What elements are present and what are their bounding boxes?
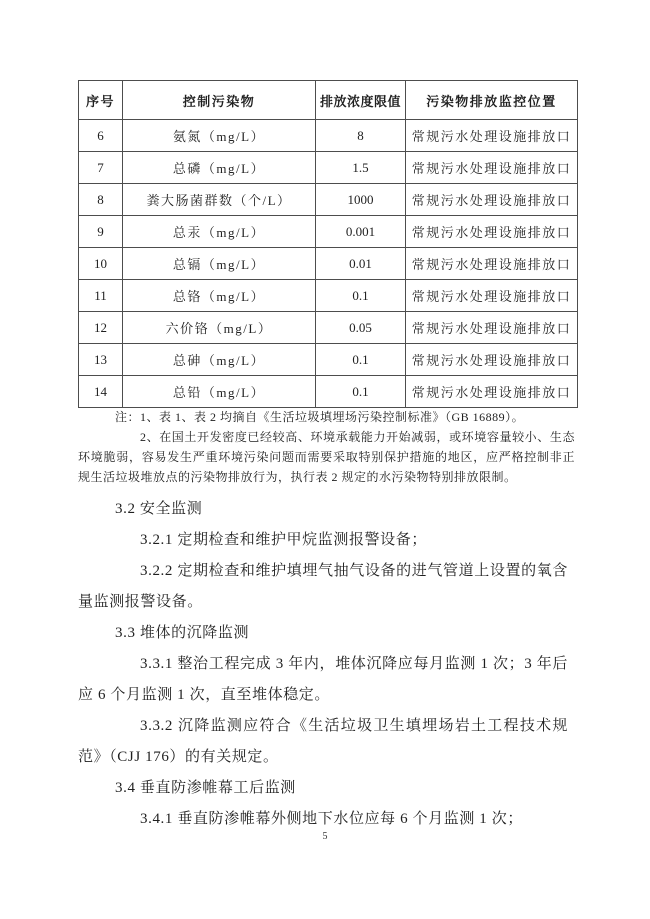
table-row (79, 120, 578, 152)
section-heading-3-2: 3.2 安全监测 (115, 501, 203, 517)
table-cell: 六价铬（mg/L） (123, 312, 316, 344)
table-cell: 8 (79, 184, 123, 216)
table-cell: 总铅（mg/L） (123, 376, 316, 408)
table-cell: 13 (79, 344, 123, 376)
page-number: 5 (322, 831, 328, 842)
table-cell: 常规污水处理设施排放口 (406, 376, 578, 408)
table-cell: 常规污水处理设施排放口 (406, 280, 578, 312)
table-cell: 常规污水处理设施排放口 (406, 152, 578, 184)
clause-3-3-2: 3.3.2 沉降监测应符合《生活垃圾卫生填埋场岩土工程技术规范》（CJJ 176）的有关规定。 (78, 718, 568, 765)
table-cell: 总砷（mg/L） (123, 344, 316, 376)
table-cell: 常规污水处理设施排放口 (406, 344, 578, 376)
table-cell: 1000 (316, 184, 406, 216)
table-cell: 11 (79, 280, 123, 312)
table-cell: 常规污水处理设施排放口 (406, 248, 578, 280)
table-cell: 9 (79, 216, 123, 248)
table-cell: 7 (79, 152, 123, 184)
header-cell-pollutant: 控制污染物 (123, 81, 316, 120)
table-cell: 0.1 (316, 344, 406, 376)
table-cell: 1.5 (316, 152, 406, 184)
table-row (79, 152, 578, 184)
table-row (79, 248, 578, 280)
table-cell: 常规污水处理设施排放口 (406, 312, 578, 344)
table-cell: 常规污水处理设施排放口 (406, 120, 578, 152)
clause-3-3-1: 3.3.1 整治工程完成 3 年内，堆体沉降应每月监测 1 次；3 年后应 6 个月监测 1 次，直至堆体稳定。 (78, 656, 568, 703)
table-row (79, 216, 578, 248)
body-text (78, 494, 568, 835)
note-1: 注：1、表 1、表 2 均摘自《生活垃圾填埋场污染控制标准》（GB 16889）。 (115, 410, 525, 424)
table-cell: 总铬（mg/L） (123, 280, 316, 312)
table-row (79, 280, 578, 312)
table-cell: 常规污水处理设施排放口 (406, 216, 578, 248)
clause-3-2-1: 3.2.1 定期检查和维护甲烷监测报警设备； (140, 532, 427, 548)
pollutant-limits-table (78, 80, 578, 408)
table-cell: 总汞（mg/L） (123, 216, 316, 248)
table-cell: 8 (316, 120, 406, 152)
section-heading-3-3: 3.3 堆体的沉降监测 (115, 625, 250, 641)
table-cell: 常规污水处理设施排放口 (406, 184, 578, 216)
clause-3-4-1: 3.4.1 垂直防渗帷幕外侧地下水位应每 6 个月监测 1 次； (140, 811, 523, 827)
table-cell: 0.1 (316, 376, 406, 408)
table-row (79, 344, 578, 376)
table-cell: 总磷（mg/L） (123, 152, 316, 184)
header-cell-location: 污染物排放监控位置 (406, 81, 578, 120)
table-cell: 0.01 (316, 248, 406, 280)
table-row (79, 184, 578, 216)
table-cell: 0.1 (316, 280, 406, 312)
section-heading-3-4: 3.4 垂直防渗帷幕工后监测 (115, 780, 296, 796)
table-row (79, 376, 578, 408)
table-cell: 0.05 (316, 312, 406, 344)
header-cell-limit: 排放浓度限值 (316, 81, 406, 120)
table-cell: 总镉（mg/L） (123, 248, 316, 280)
table-cell: 12 (79, 312, 123, 344)
table-cell: 14 (79, 376, 123, 408)
table-cell: 6 (79, 120, 123, 152)
table-cell: 10 (79, 248, 123, 280)
header-cell-index: 序号 (79, 81, 123, 120)
table-cell: 氨氮（mg/L） (123, 120, 316, 152)
table-cell: 粪大肠菌群数（个/L） (123, 184, 316, 216)
table-header-row (79, 81, 578, 120)
table-cell: 0.001 (316, 216, 406, 248)
note-2: 2、在国土开发密度已经较高、环境承载能力开始减弱，或环境容量较小、生态环境脆弱，容易发生严重环境污染问题而需要采取特别保护措施的地区，应严格控制非正规生活垃圾堆放点的污染物排放行为，执行表 2 规定的水污染物特别排放限制。 (78, 430, 575, 484)
table-notes (78, 407, 575, 487)
table-row (79, 312, 578, 344)
clause-3-2-2: 3.2.2 定期检查和维护填埋气抽气设备的进气管道上设置的氧含量监测报警设备。 (78, 563, 568, 610)
